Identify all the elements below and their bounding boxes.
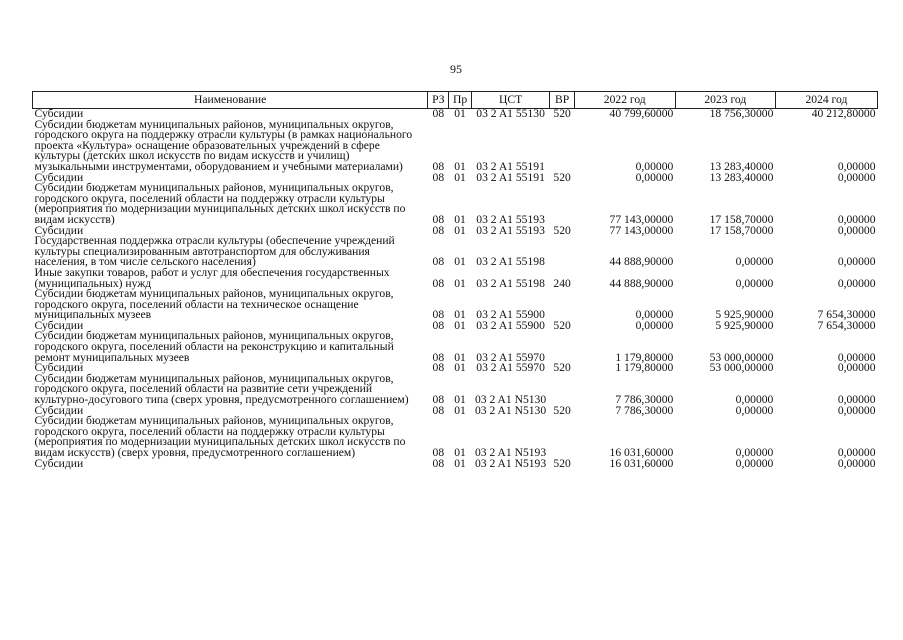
cell-cst: 03 2 A1 55191 bbox=[476, 159, 545, 173]
cell-rz: 08 bbox=[432, 446, 445, 459]
cell-sum-2024: 0,00000 bbox=[837, 223, 876, 237]
cell-rz: 08 bbox=[432, 350, 445, 364]
header-2022: 2022 год bbox=[574, 92, 675, 109]
cell-cst: 03 2 A1 55130 bbox=[476, 107, 545, 120]
cell-name: Государственная поддержка отрасли культуры (обеспечение учреждений культуры специализированным автотранспортом для обслуживания населения, в том числе сельского населения) bbox=[34, 234, 395, 269]
cell-sum-2022: 44 888,90000 bbox=[609, 276, 674, 290]
cell-name: Субсидии bbox=[34, 223, 84, 237]
cell-vr bbox=[550, 416, 574, 458]
cell-cst: 03 2 A1 55970 bbox=[476, 361, 545, 375]
cell-sum-2023: 13 283,40000 bbox=[709, 170, 774, 184]
cell-sum-2023: 13 283,40000 bbox=[709, 159, 774, 173]
cell-sum-2023: 53 000,00000 bbox=[709, 350, 774, 364]
table-row bbox=[33, 183, 878, 225]
cell-name: Субсидии bbox=[34, 107, 84, 120]
cell-sum-2023: 53 000,00000 bbox=[709, 361, 774, 375]
cell-vr bbox=[550, 374, 574, 406]
cell-pr: 01 bbox=[454, 170, 466, 184]
cell-vr bbox=[550, 183, 574, 225]
cell-vr bbox=[550, 331, 574, 363]
cell-name: Субсидии бюджетам муниципальных районов, муниципальных округов, городского округа, поселений области на техническое оснащение муниципальных музеев bbox=[34, 287, 394, 322]
cell-vr: 520 bbox=[553, 403, 571, 417]
cell-cst: 03 2 A1 55198 bbox=[476, 276, 545, 290]
cell-sum-2023: 0,00000 bbox=[735, 456, 774, 470]
header-rz: РЗ bbox=[428, 92, 449, 109]
cell-sum-2023: 17 158,70000 bbox=[709, 212, 774, 226]
table-row bbox=[33, 236, 878, 268]
cell-sum-2022: 0,00000 bbox=[635, 170, 674, 184]
cell-vr: 520 bbox=[553, 318, 571, 332]
cell-vr: 520 bbox=[553, 456, 571, 470]
cell-sum-2023: 18 756,30000 bbox=[709, 107, 774, 120]
cell-pr: 01 bbox=[454, 212, 466, 226]
cell-rz: 08 bbox=[432, 276, 445, 290]
header-name: Наименование bbox=[33, 92, 428, 109]
cell-sum-2024: 0,00000 bbox=[837, 350, 876, 364]
cell-pr: 01 bbox=[454, 361, 466, 375]
cell-name: Субсидии bbox=[34, 170, 84, 184]
cell-name: Субсидии bbox=[34, 361, 84, 375]
cell-pr: 01 bbox=[454, 393, 466, 407]
cell-name: Субсидии бюджетам муниципальных районов, муниципальных округов, городского округа, поселений области на реконструкцию и капитальный ремонт муниципальных музеев bbox=[34, 329, 394, 364]
cell-pr: 01 bbox=[454, 223, 466, 237]
cell-rz: 08 bbox=[432, 456, 445, 470]
cell-rz: 08 bbox=[432, 159, 445, 173]
cell-pr: 01 bbox=[454, 350, 466, 364]
cell-name: Субсидии бюджетам муниципальных районов, муниципальных округов, городского округа, поселений области на поддержку отрасли культуры (мероприятия по модернизации муниципальных детских школ искусств по видам искусств) (сверх уровня, предусмотренного соглашением) bbox=[34, 414, 406, 459]
cell-rz: 08 bbox=[432, 212, 445, 226]
cell-pr: 01 bbox=[454, 255, 466, 269]
cell-sum-2022: 40 799,60000 bbox=[609, 107, 674, 120]
cell-rz: 08 bbox=[432, 107, 445, 120]
table-row bbox=[33, 416, 878, 458]
cell-sum-2023: 0,00000 bbox=[735, 255, 774, 269]
cell-name: Субсидии бюджетам муниципальных районов, муниципальных округов, городского округа, поселений области на поддержку отрасли культуры (мероприятия по модернизации муниципальных детских школ искусств по видам искусств) bbox=[34, 181, 406, 226]
cell-sum-2024: 7 654,30000 bbox=[817, 318, 876, 332]
table-row bbox=[33, 374, 878, 406]
cell-name: Субсидии bbox=[34, 456, 84, 470]
cell-sum-2023: 0,00000 bbox=[735, 446, 774, 459]
cell-vr: 520 bbox=[553, 170, 571, 184]
cell-vr bbox=[550, 289, 574, 321]
cell-cst: 03 2 A1 55970 bbox=[476, 350, 545, 364]
cell-sum-2023: 0,00000 bbox=[735, 393, 774, 407]
table-body bbox=[33, 109, 878, 470]
cell-pr: 01 bbox=[454, 308, 466, 322]
header-pr: Пр bbox=[449, 92, 471, 109]
cell-name: Иные закупки товаров, работ и услуг для обеспечения государственных (муниципальных) нужд bbox=[34, 265, 390, 290]
cell-sum-2023: 5 925,90000 bbox=[715, 318, 774, 332]
budget-table bbox=[32, 91, 878, 469]
cell-sum-2024: 40 212,80000 bbox=[811, 107, 876, 120]
cell-cst: 03 2 A1 55193 bbox=[476, 212, 545, 226]
cell-sum-2024: 0,00000 bbox=[837, 446, 876, 459]
cell-sum-2024: 7 654,30000 bbox=[817, 308, 876, 322]
cell-sum-2023: 0,00000 bbox=[735, 403, 774, 417]
cell-rz: 08 bbox=[432, 318, 445, 332]
cell-rz: 08 bbox=[432, 308, 445, 322]
cell-sum-2022: 44 888,90000 bbox=[609, 255, 674, 269]
cell-sum-2024: 0,00000 bbox=[837, 255, 876, 269]
cell-sum-2022: 77 143,00000 bbox=[609, 223, 674, 237]
cell-vr bbox=[550, 120, 574, 173]
cell-sum-2024: 0,00000 bbox=[837, 456, 876, 470]
page-number: 95 bbox=[450, 62, 462, 76]
cell-sum-2023: 5 925,90000 bbox=[715, 308, 774, 322]
cell-cst: 03 2 A1 55900 bbox=[476, 318, 545, 332]
cell-rz: 08 bbox=[432, 361, 445, 375]
cell-sum-2022: 16 031,60000 bbox=[609, 446, 674, 459]
header-cst: ЦСТ bbox=[471, 92, 550, 109]
cell-vr: 520 bbox=[553, 361, 571, 375]
table-row bbox=[33, 120, 878, 173]
cell-sum-2023: 0,00000 bbox=[735, 276, 774, 290]
cell-vr: 240 bbox=[553, 276, 571, 290]
cell-sum-2022: 0,00000 bbox=[635, 318, 674, 332]
cell-vr: 520 bbox=[553, 223, 571, 237]
cell-sum-2022: 16 031,60000 bbox=[609, 456, 674, 470]
table-row bbox=[33, 331, 878, 363]
header-2023: 2023 год bbox=[675, 92, 775, 109]
cell-name: Субсидии бюджетам муниципальных районов, муниципальных округов, городского округа, поселений области на развитие сети учреждений культурно-досугового типа (сверх уровня, предусмотренного соглашением) bbox=[34, 371, 409, 407]
cell-sum-2022: 1 179,80000 bbox=[615, 350, 674, 364]
cell-pr: 01 bbox=[454, 403, 466, 417]
cell-sum-2024: 0,00000 bbox=[837, 170, 876, 184]
cell-pr: 01 bbox=[454, 159, 466, 173]
cell-sum-2024: 0,00000 bbox=[837, 403, 876, 417]
cell-cst: 03 2 A1 N5130 bbox=[474, 403, 547, 417]
cell-name: Субсидии bbox=[34, 403, 84, 417]
cell-cst: 03 2 A1 55191 bbox=[476, 170, 545, 184]
cell-rz: 08 bbox=[432, 393, 445, 407]
cell-sum-2022: 7 786,30000 bbox=[615, 393, 674, 407]
cell-cst: 03 2 A1 N5130 bbox=[474, 393, 547, 407]
cell-vr: 520 bbox=[553, 107, 571, 120]
cell-pr: 01 bbox=[454, 446, 466, 459]
cell-sum-2022: 1 179,80000 bbox=[615, 361, 674, 375]
table-row bbox=[33, 289, 878, 321]
cell-sum-2024: 0,00000 bbox=[837, 159, 876, 173]
cell-sum-2024: 0,00000 bbox=[837, 361, 876, 375]
cell-vr bbox=[550, 236, 574, 268]
cell-sum-2022: 7 786,30000 bbox=[615, 403, 674, 417]
cell-rz: 08 bbox=[432, 170, 445, 184]
cell-pr: 01 bbox=[454, 107, 466, 120]
cell-cst: 03 2 A1 N5193 bbox=[474, 446, 547, 459]
table-row bbox=[33, 459, 878, 470]
cell-cst: 03 2 A1 55193 bbox=[476, 223, 545, 237]
cell-cst: 03 2 A1 55198 bbox=[476, 255, 545, 269]
cell-sum-2022: 0,00000 bbox=[635, 308, 674, 322]
cell-rz: 08 bbox=[432, 403, 445, 417]
cell-pr: 01 bbox=[454, 276, 466, 290]
table-header-row bbox=[33, 92, 878, 109]
cell-sum-2023: 17 158,70000 bbox=[709, 223, 774, 237]
cell-name: Субсидии bbox=[34, 318, 84, 332]
cell-rz: 08 bbox=[432, 223, 445, 237]
cell-sum-2024: 0,00000 bbox=[837, 393, 876, 407]
cell-sum-2024: 0,00000 bbox=[837, 276, 876, 290]
header-vr: ВР bbox=[550, 92, 574, 109]
cell-cst: 03 2 A1 55900 bbox=[476, 308, 545, 322]
cell-cst: 03 2 A1 N5193 bbox=[474, 456, 547, 470]
cell-rz: 08 bbox=[432, 255, 445, 269]
cell-sum-2022: 0,00000 bbox=[635, 159, 674, 173]
cell-sum-2022: 77 143,00000 bbox=[609, 212, 674, 226]
cell-pr: 01 bbox=[454, 318, 466, 332]
cell-sum-2024: 0,00000 bbox=[837, 212, 876, 226]
cell-name: Субсидии бюджетам муниципальных районов, муниципальных округов, городского округа на поддержку отрасли культуры (в рамках национального проекта «Культура» оснащение образовательных учреждений в сфере культуры (детских школ искусств по видам искусств и училищ) музыкальными инструментами, оборудованием и учебными материалами) bbox=[34, 117, 413, 173]
header-2024: 2024 год bbox=[775, 92, 877, 109]
table-row bbox=[33, 268, 878, 289]
cell-pr: 01 bbox=[454, 456, 466, 470]
